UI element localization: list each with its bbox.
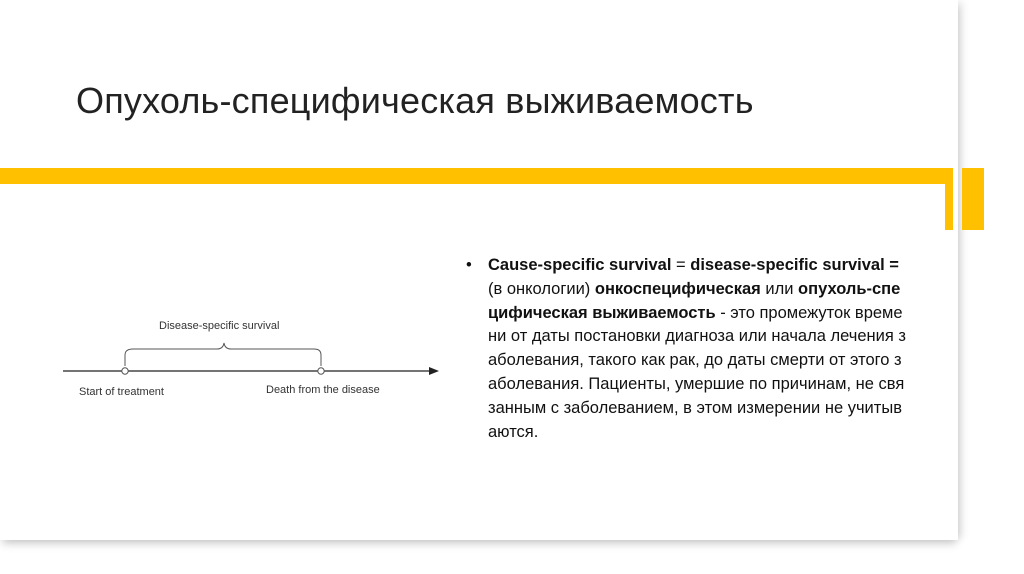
accent-bar-vertical <box>945 168 953 230</box>
timeline-marker-start <box>122 368 128 374</box>
timeline-label-start: Start of treatment <box>79 386 164 398</box>
bullet-marker: • <box>466 256 472 274</box>
bullet-text <box>488 254 906 444</box>
accent-bar-horizontal <box>0 168 945 184</box>
timeline-brace <box>125 343 321 366</box>
timeline-label-end: Death from the disease <box>266 384 380 396</box>
accent-bar-right <box>962 168 984 230</box>
bullet-text-segment: или <box>760 279 799 298</box>
timeline-label-top: Disease-specific survival <box>159 320 280 332</box>
bullet-text-segment: (в онкологии) <box>488 279 595 298</box>
timeline-diagram <box>55 305 455 415</box>
slide-title: Опухоль-специфическая выживаемость <box>76 80 754 121</box>
bullet-bold-segment: disease-specific survival = <box>690 256 899 274</box>
bullet-bold-segment: опухоль-специфическая выживаемость <box>488 279 901 322</box>
bullet-text-segment: = <box>671 256 691 274</box>
bullet-item <box>466 254 906 444</box>
bullet-text-segment: - это промежуток времени от даты постановки диагноза или начала лечения заболевания, такого как рак, до даты смерти от этого заболевания. Пациенты, умершие по причинам, не связанным с заболеванием, в этом измерении не учитываются. <box>488 303 906 441</box>
bullet-bold-segment: Cause-specific survival <box>488 256 672 274</box>
timeline-arrowhead <box>429 367 439 375</box>
bullet-bold-segment: онкоспецифическая <box>594 279 761 298</box>
timeline-marker-end <box>318 368 324 374</box>
